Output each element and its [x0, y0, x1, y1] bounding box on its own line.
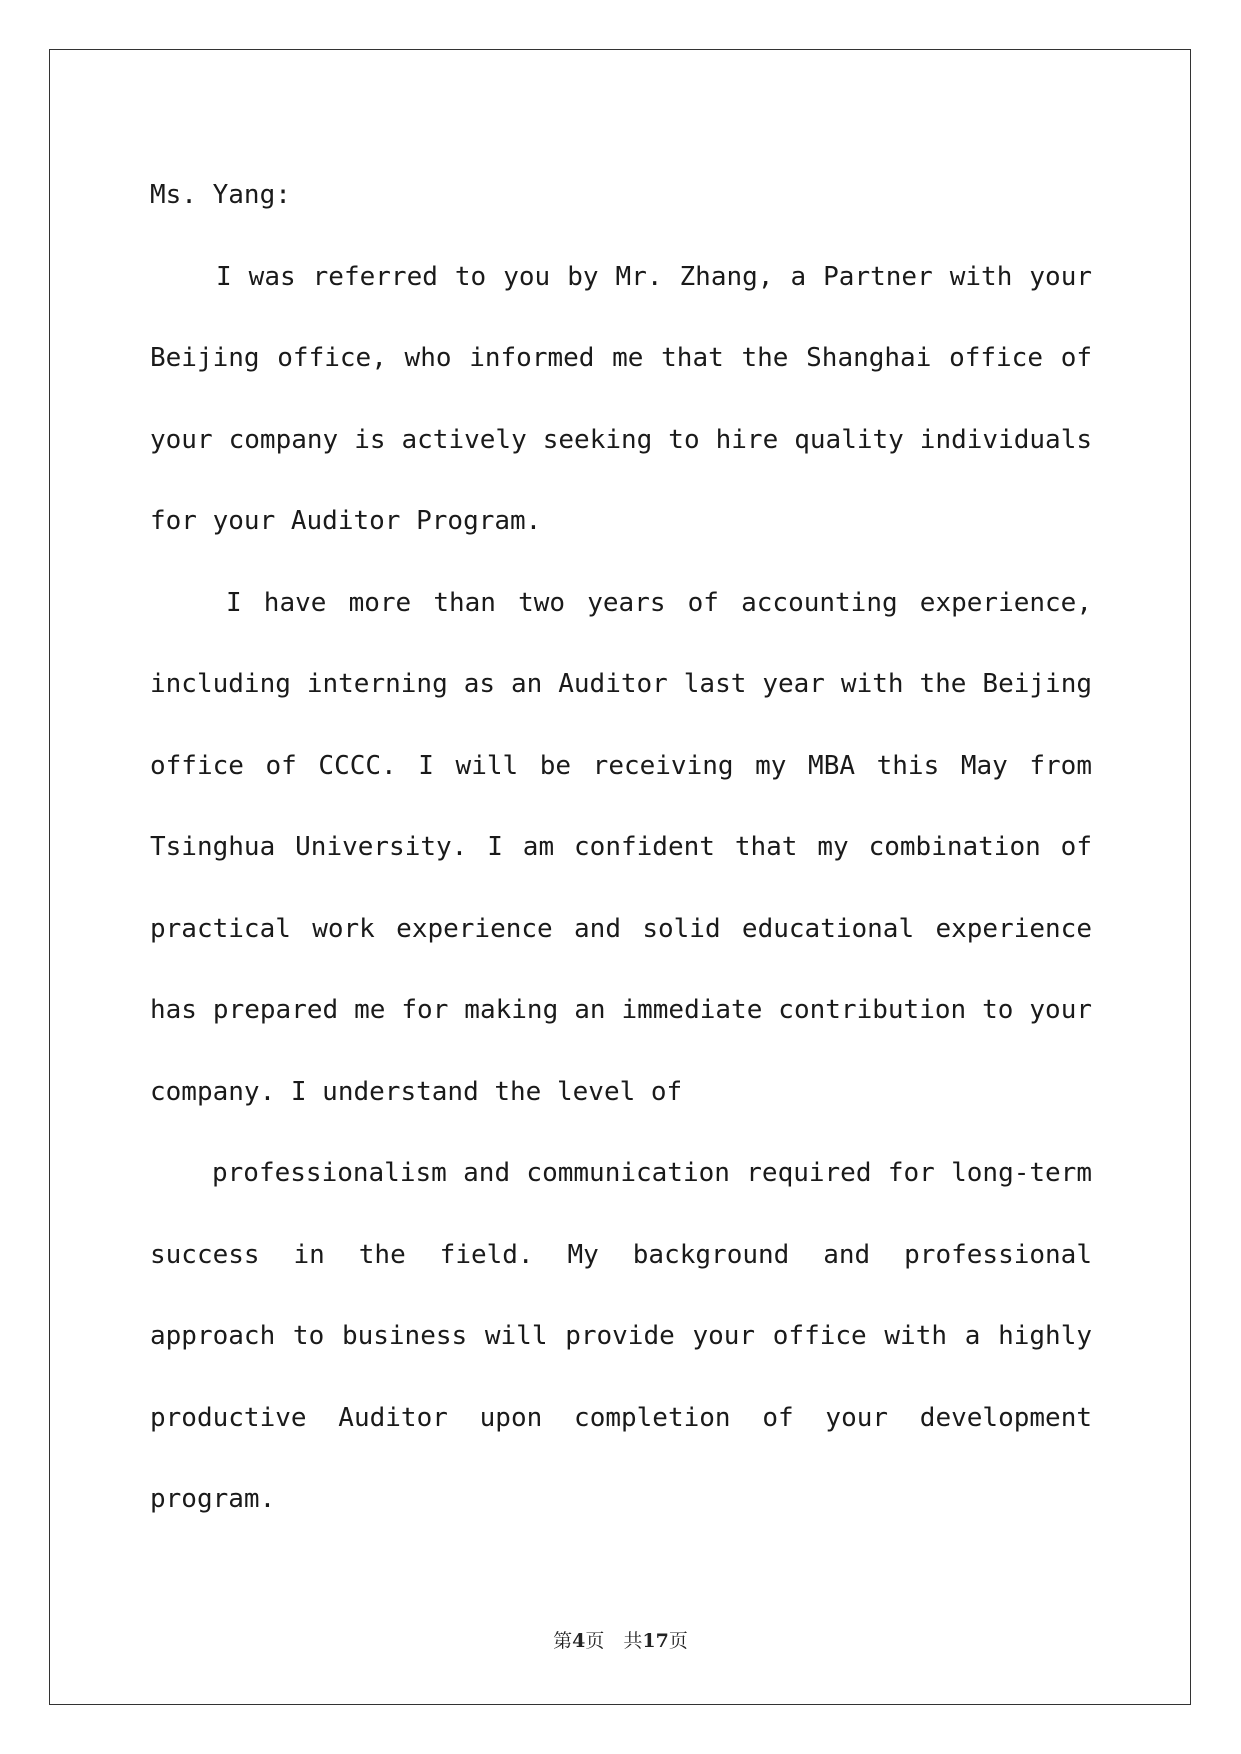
footer-mid: 页 共	[585, 1630, 643, 1652]
page-number-footer	[0, 1626, 1241, 1653]
paragraph-professionalism: professionalism and communication required for long-term success in the field. My background and professional approach to business will provide your office with a highly productive Auditor upon completion of your development program.	[150, 1158, 1092, 1514]
footer-prefix: 第	[553, 1630, 573, 1652]
paragraph-referral: I was referred to you by Mr. Zhang, a Partner with your Beijing office, who informed me that the Shanghai office of your company is actively seeking to hire quality individuals for your Auditor Program.	[150, 261, 1092, 536]
paragraph-experience: I have more than two years of accounting experience, including interning as an Auditor last year with the Beijing office of CCCC. I will be receiving my MBA this May from Tsinghua University. I am confident that my combination of practical work experience and solid educational experience has prepared me for making an immediate contribution to your company. I understand the level of	[150, 587, 1092, 1107]
current-page-number: 4	[572, 1630, 586, 1652]
salutation: Ms. Yang:	[150, 180, 291, 210]
letter-body	[150, 155, 1092, 1541]
total-pages-number: 17	[642, 1630, 669, 1652]
footer-suffix: 页	[668, 1630, 688, 1652]
